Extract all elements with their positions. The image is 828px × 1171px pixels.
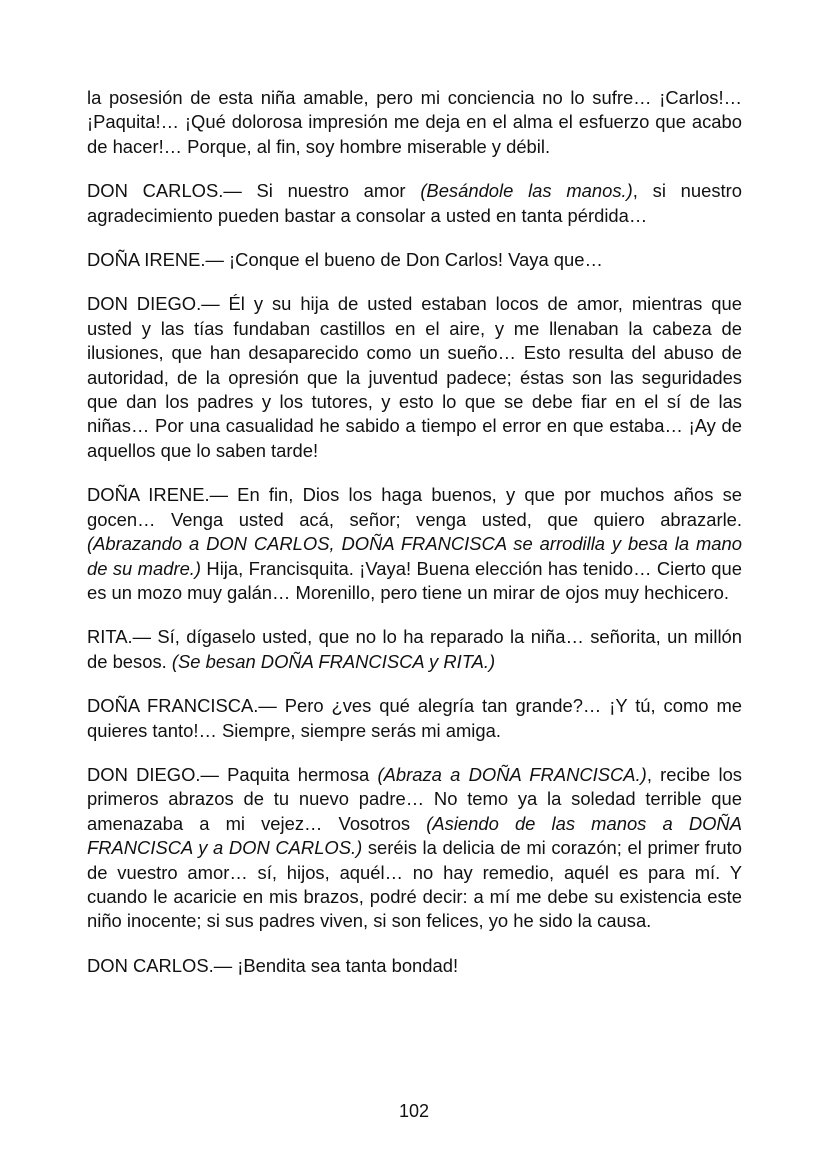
paragraph-2	[87, 179, 742, 228]
paragraph-1	[87, 86, 742, 159]
text-segment: DON DIEGO.— Paquita hermosa	[87, 763, 378, 785]
text-segment: DON CARLOS.— ¡Bendita sea tanta bondad!	[87, 954, 459, 976]
text-segment: DOÑA IRENE.— ¡Conque el bueno de Don Carlos! Vaya que…	[87, 249, 603, 271]
stage-direction: (Se besan DOÑA FRANCISCA y RITA.)	[171, 650, 496, 672]
stage-direction: (Abraza a DOÑA FRANCISCA.)	[377, 763, 647, 785]
text-segment: la posesión de esta niña amable, pero mi conciencia no lo sufre… ¡Carlos!… ¡Paquita!… ¡Qué dolorosa impresión me deja en el alma el esfuerzo que acabo de hacer!… Porque, al fin, soy hombre miserable y débil.	[87, 87, 742, 157]
text-segment: seréis la delicia de mi corazón; el primer fruto de vuestro amor… sí, hijos, aquél… no hay remedio, aquél es para mí. Y cuando le acaricie en mis brazos, podré decir: a mí me debe su existencia este niño inocente; si sus padres viven, si son felices, yo he sido la causa.	[87, 837, 742, 932]
stage-direction: (Asiendo de las manos a DOÑA FRANCISCA y a DON CARLOS.)	[87, 812, 742, 859]
page-number: 102	[398, 1101, 430, 1121]
stage-direction: (Besándole las manos.)	[420, 180, 633, 202]
paragraph-5	[87, 483, 742, 605]
paragraph-9	[87, 954, 742, 978]
text-segment: RITA.— Sí, dígaselo usted, que no lo ha reparado la niña… señorita, un millón de besos.	[87, 626, 742, 672]
paragraph-8	[87, 763, 742, 934]
text-segment: DOÑA IRENE.— En fin, Dios los haga buenos, y que por muchos años se gocen… Venga usted acá, señor; venga usted, que quiero abrazarle.	[87, 484, 742, 530]
text-segment: , si nuestro agradecimiento pueden bastar a consolar a usted en tanta pérdida…	[87, 180, 742, 226]
paragraph-6	[87, 625, 742, 674]
play-text	[87, 86, 742, 998]
paragraph-3	[87, 248, 742, 272]
paragraph-7	[87, 694, 742, 743]
text-segment: DOÑA FRANCISCA.— Pero ¿ves qué alegría tan grande?… ¡Y tú, como me quieres tanto!… Siempre, siempre serás mi amiga.	[87, 695, 742, 741]
paragraph-4	[87, 292, 742, 463]
text-segment: , recibe los primeros abrazos de tu nuevo padre… No temo ya la soledad terrible que amenazaba a mi vejez… Vosotros	[87, 763, 742, 834]
stage-direction: (Abrazando a DON CARLOS, DOÑA FRANCISCA se arrodilla y besa la mano de su madre.)	[87, 533, 742, 579]
text-segment: DON DIEGO.— Él y su hija de usted estaban locos de amor, mientras que usted y las tías fundaban castillos en el aire, y me llenaban la cabeza de ilusiones, que han desaparecido como un sueño… Esto resulta del abuso de autoridad, de la opresión que la juventud padece; éstas son las seguridades que dan los padres y los tutores, y esto lo que se debe fiar en el sí de las niñas… Por una casualidad he sabido a tiempo el error en que estaba… ¡Ay de aquellos que lo saben tarde!	[87, 293, 742, 461]
text-segment: Hija, Francisquita. ¡Vaya! Buena elección has tenido… Cierto que es un mozo muy galán… Morenillo, pero tiene un mirar de ojos muy hechicero.	[87, 557, 742, 603]
text-segment: DON CARLOS.— Si nuestro amor	[87, 180, 421, 202]
